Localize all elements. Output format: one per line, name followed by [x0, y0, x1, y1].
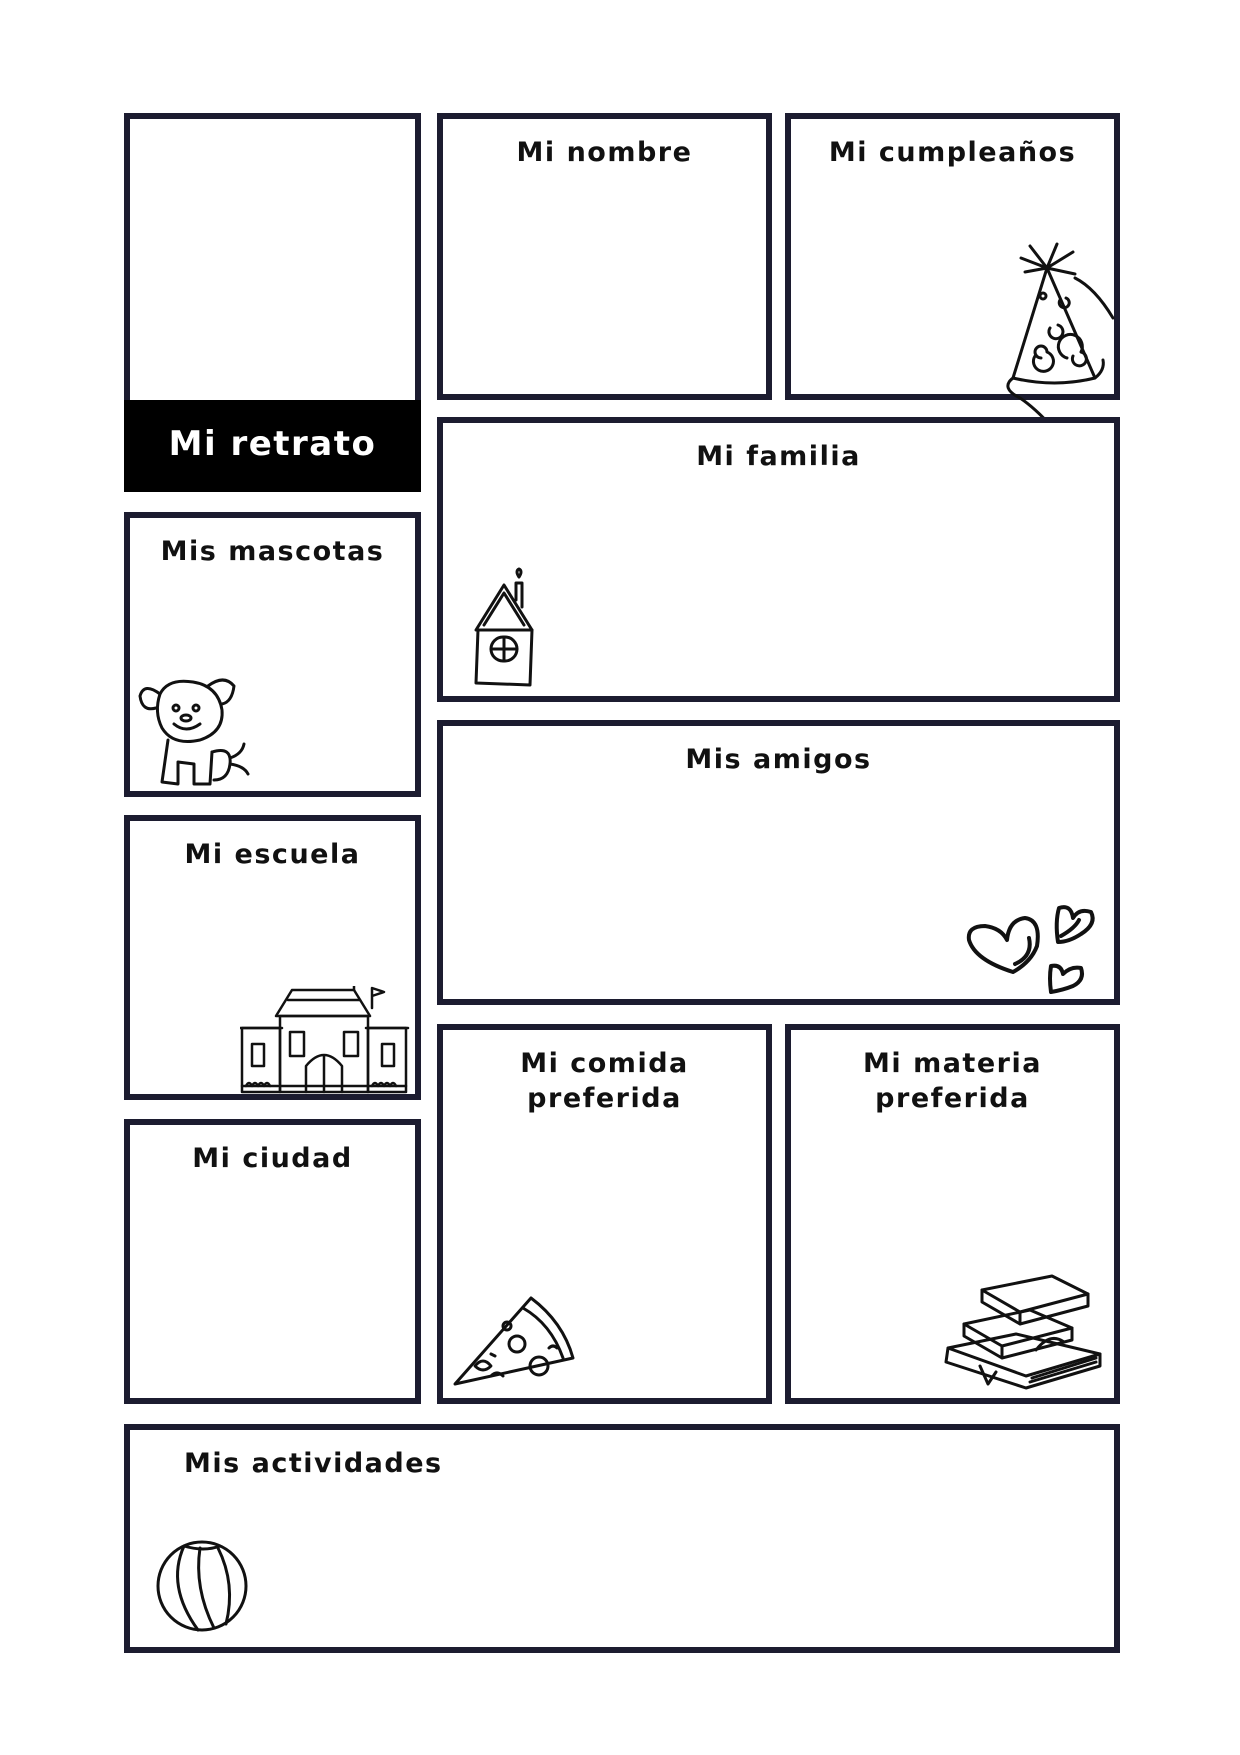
favorite-food-label-line1: Mi comida	[520, 1048, 689, 1079]
city-box	[124, 1119, 421, 1404]
portrait-label: Mi retrato	[168, 424, 377, 464]
school-label: Mi escuela	[184, 839, 361, 870]
party-hat-icon	[995, 238, 1115, 428]
favorite-subject-label	[791, 1046, 1114, 1116]
beach-ball-icon	[154, 1538, 250, 1634]
friends-label: Mis amigos	[685, 744, 872, 775]
family-label: Mi familia	[696, 441, 861, 472]
favorite-subject-label-line2: preferida	[875, 1083, 1030, 1114]
school-building-icon	[240, 986, 410, 1094]
activities-box	[124, 1424, 1120, 1653]
favorite-food-label-line2: preferida	[527, 1083, 682, 1114]
favorite-subject-label-line1: Mi materia	[863, 1048, 1042, 1079]
favorite-food-label	[443, 1046, 766, 1116]
pizza-slice-icon	[451, 1292, 581, 1392]
house-icon	[466, 555, 541, 690]
books-stack-icon	[940, 1272, 1105, 1390]
name-label: Mi nombre	[516, 137, 693, 168]
portrait-frame	[124, 113, 421, 408]
pets-label: Mis mascotas	[160, 536, 385, 567]
city-label: Mi ciudad	[192, 1143, 353, 1174]
hearts-icon	[963, 898, 1113, 998]
portrait-label-bar	[124, 400, 421, 492]
activities-label: Mis actividades	[184, 1448, 443, 1479]
dog-icon	[138, 672, 253, 792]
birthday-label: Mi cumpleaños	[828, 137, 1077, 168]
name-box	[437, 113, 772, 400]
